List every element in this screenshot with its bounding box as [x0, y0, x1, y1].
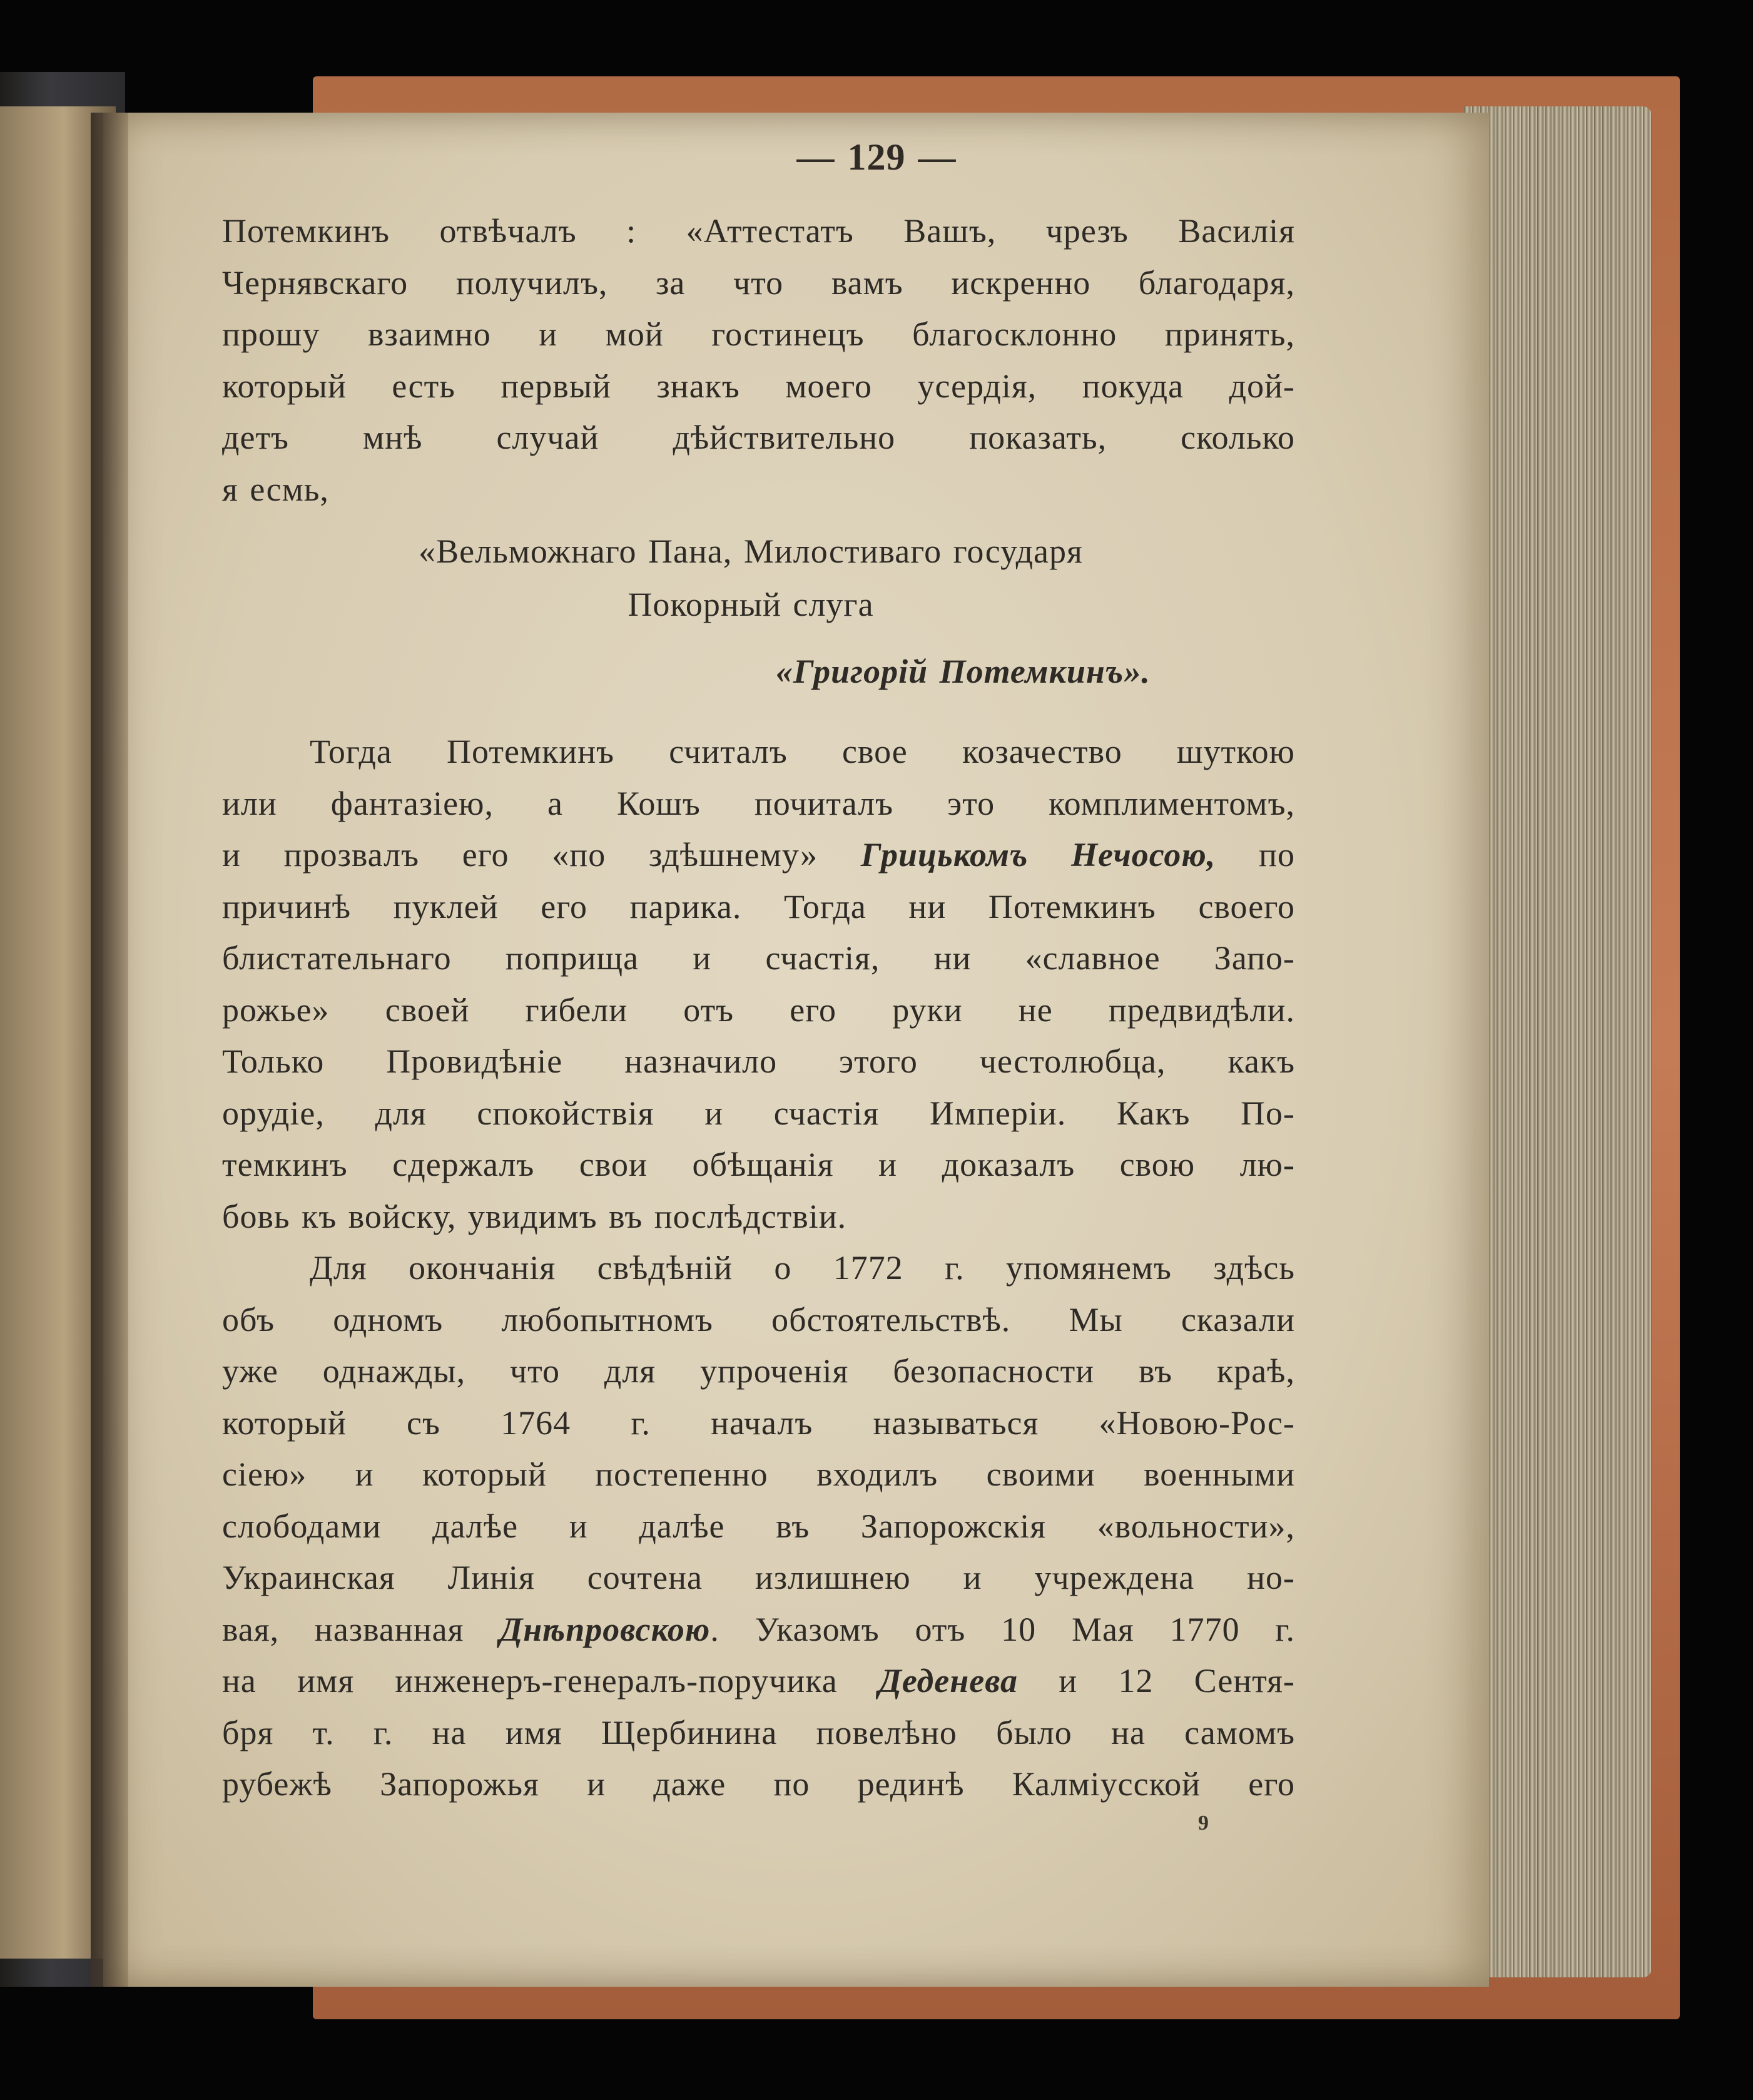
- paragraph-3: [222, 1242, 1295, 1810]
- text-run: по: [1216, 836, 1296, 874]
- page-block-edges: [1464, 106, 1652, 1977]
- text-line: орудіе, для спокойствія и счастія Имперіи. Какъ По-: [222, 1094, 1295, 1132]
- italic-name: Деденева: [878, 1662, 1018, 1700]
- text-run: и 12 Сентя-: [1017, 1662, 1295, 1700]
- text-line: прошу взаимно и мой гостинецъ благосклонно принять,: [222, 315, 1295, 353]
- text-line: бовь къ войску, увидимъ въ послѣдствіи.: [222, 1197, 847, 1235]
- text-line: Украинская Линія сочтена излишнею и учреждена но-: [222, 1559, 1295, 1596]
- letter-servant: Покорный слуга: [628, 586, 874, 623]
- text-line: я есмь,: [222, 470, 329, 508]
- text-line: причинѣ пуклей его парика. Тогда ни Потемкинъ своего: [222, 887, 1295, 925]
- text-line: слободами далѣе и далѣе въ Запорожскія «вольности»,: [222, 1507, 1295, 1545]
- text-run: на имя инженеръ-генералъ-поручика: [222, 1662, 878, 1700]
- text-run: и прозвалъ его «по здѣшнему»: [222, 836, 861, 874]
- text-line: Для окончанія свѣдѣній о 1772 г. упомянемъ здѣсь: [310, 1249, 1295, 1287]
- letter-signature: «Григорій Потемкинъ».: [776, 653, 1151, 690]
- text-line: который есть первый знакъ моего усердія, покуда дой-: [222, 367, 1295, 405]
- text-line: рожье» своей гибели отъ его руки не предвидѣли.: [222, 991, 1295, 1029]
- text-line: который съ 1764 г. началъ называться «Новою-Рос-: [222, 1404, 1295, 1442]
- text-run: вая, названная: [222, 1610, 500, 1648]
- text-line: уже однажды, что для упроченія безопасности въ краѣ,: [222, 1352, 1295, 1390]
- text-line: [222, 1604, 1295, 1656]
- text-line: сіею» и который постепенно входилъ своими военными: [222, 1455, 1295, 1493]
- text-run: . Указомъ отъ 10 Мая 1770 г.: [710, 1610, 1295, 1648]
- text-line: или фантазіею, а Кошъ почиталъ это комплиментомъ,: [222, 784, 1295, 822]
- text-line: Тогда Потемкинъ считалъ свое козачество шуткою: [310, 733, 1295, 770]
- text-line: Чернявскаго получилъ, за что вамъ искренно благодаря,: [222, 263, 1295, 302]
- text-line: объ одномъ любопытномъ обстоятельствѣ. Мы сказали: [222, 1300, 1295, 1338]
- text-line: Потемкинъ отвѣчалъ : «Аттестатъ Вашъ, чрезъ Василія: [222, 212, 1295, 250]
- text-line: темкинъ сдержалъ свои обѣщанія и доказалъ свою лю-: [222, 1146, 1295, 1183]
- text-line: блистательнаго поприща и счастія, ни «славное Запо-: [222, 939, 1295, 977]
- paragraph-2: [222, 726, 1295, 1242]
- paragraph-1: [222, 205, 1295, 515]
- text-line: детъ мнѣ случай дѣйствительно показать, сколько: [222, 419, 1295, 456]
- text-line: Только Провидѣніе назначило этого честолюбца, какъ: [222, 1042, 1295, 1080]
- signature-mark: 9: [1198, 1812, 1209, 1835]
- italic-name: Днѣпровскою: [499, 1610, 711, 1648]
- text-line: рубежѣ Запорожья и даже по рединѣ Калміусской его: [222, 1765, 1295, 1803]
- text-line: [222, 829, 1295, 881]
- letter-address: «Вельможнаго Пана, Милостиваго государя: [419, 533, 1083, 570]
- italic-name: Грицькомъ Нечосою,: [860, 836, 1216, 874]
- page-number: — 129 —: [796, 136, 957, 178]
- text-line: [222, 1655, 1295, 1707]
- text-line: бря т. г. на имя Щербинина повелѣно было на самомъ: [222, 1713, 1295, 1751]
- page-gutter: [91, 113, 128, 1987]
